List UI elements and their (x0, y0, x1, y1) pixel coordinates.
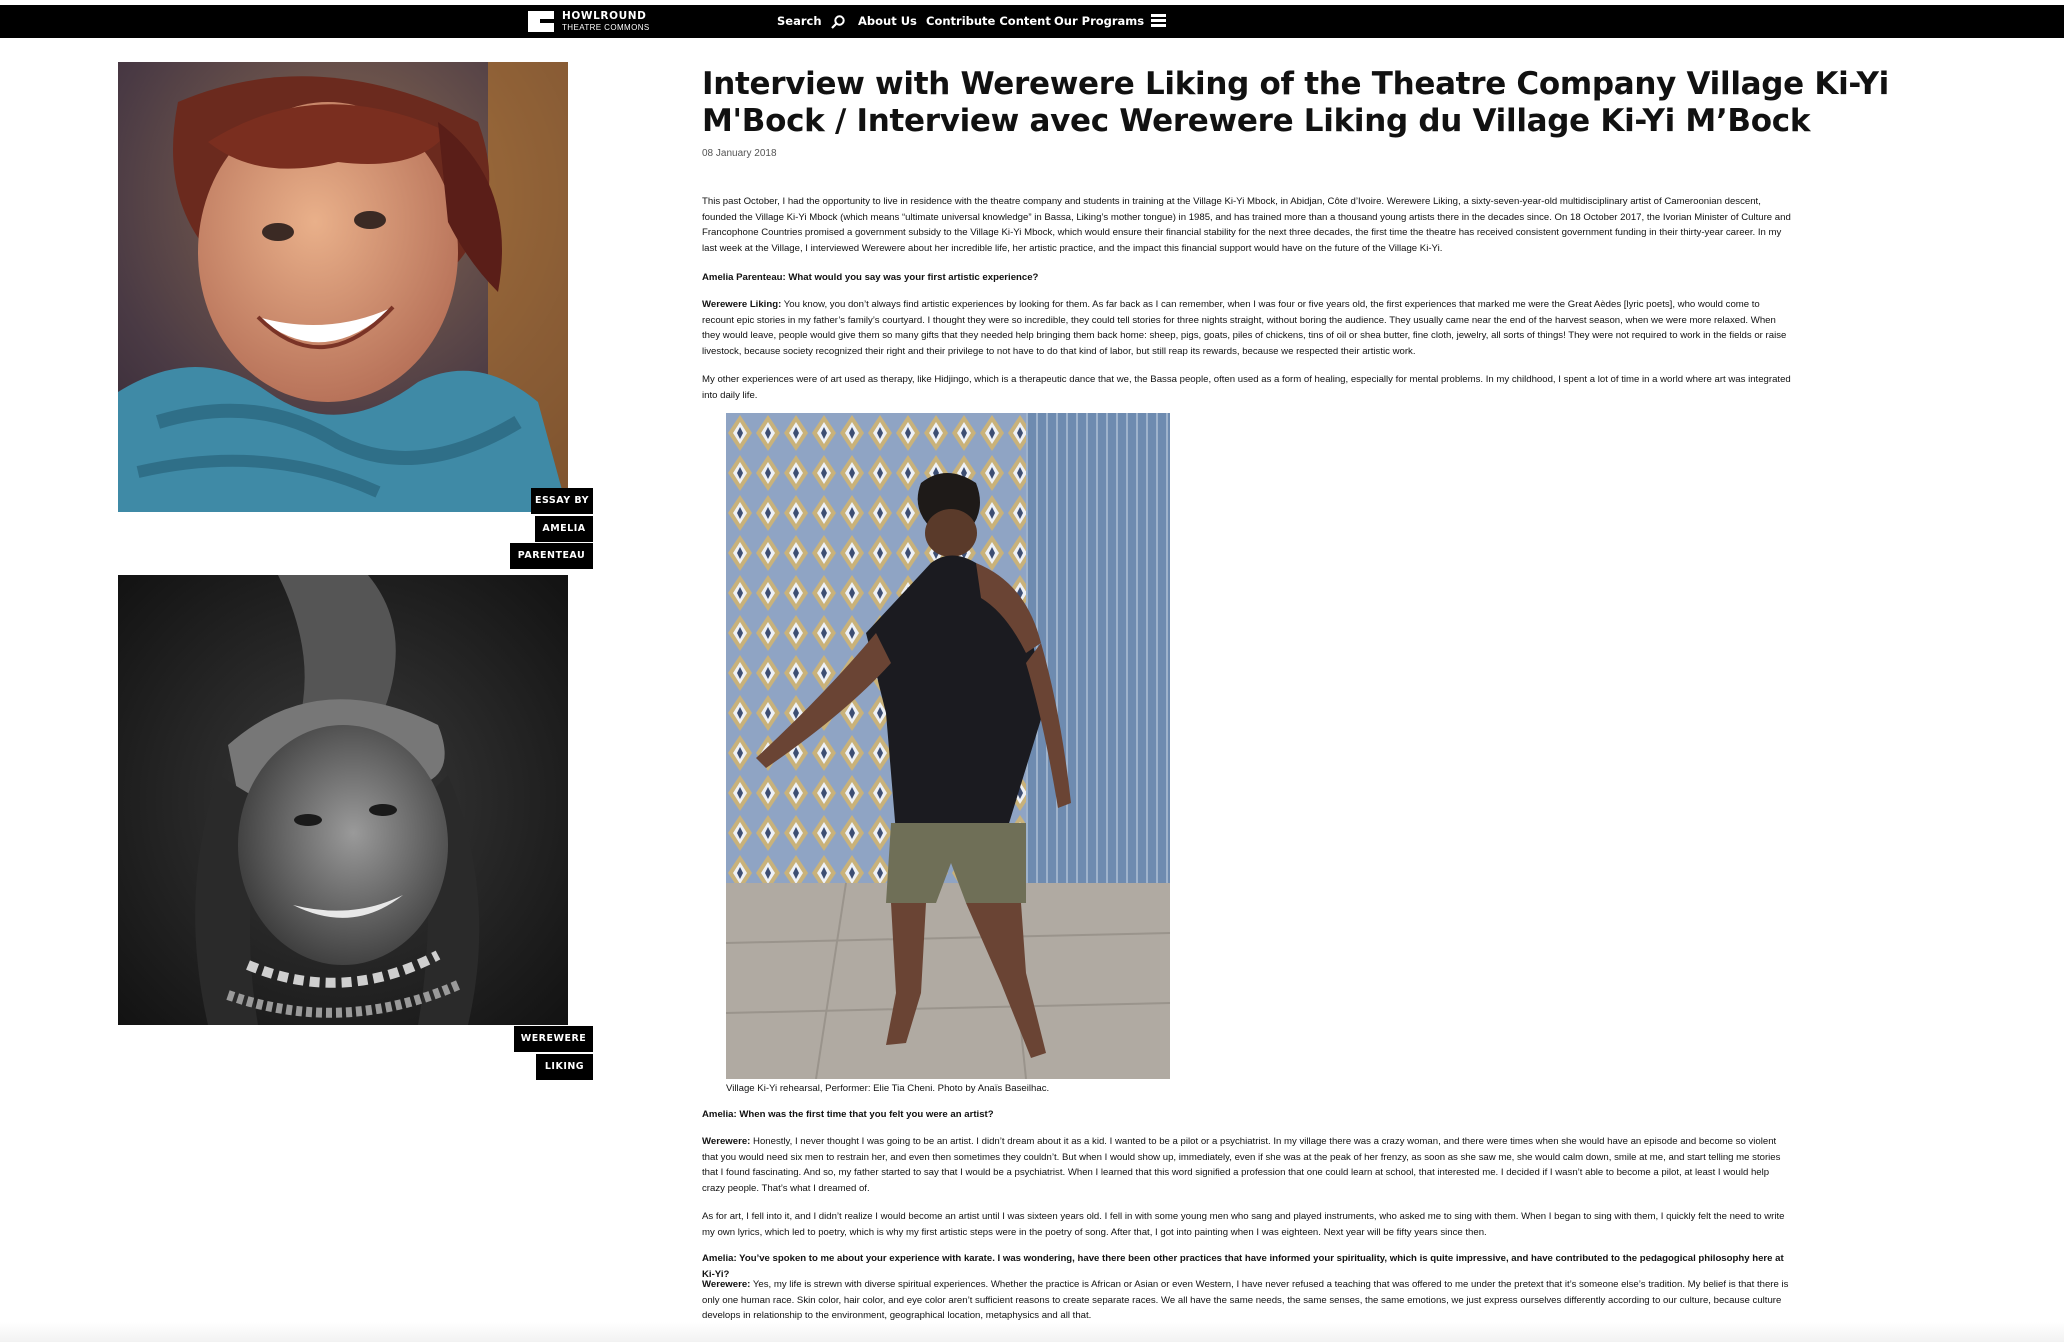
logo-line-1: HOWLROUND (562, 10, 647, 23)
nav-search-label: Search (777, 14, 822, 28)
answer-1 (702, 297, 1794, 359)
author-first-name-link[interactable]: AMELIA (535, 516, 593, 542)
rehearsal-photo (726, 413, 1170, 1079)
answer-3-text: Yes, my life is strewn with diverse spiritual experiences. Whether the practice is African or Asian or even Western, I have never refused a teaching that was offered to me under the pretext that it’s someone else’s tradition. My belief is that there is only one human race. Skin color, hair color, and eye color aren’t sufficient reasons to create separate races. We all have the same needs, the same senses, the same emotions, we just express ourselves differently according to our culture, because culture develops in relationship to the environment, geographical location, metaphysics and all that. (702, 1279, 1789, 1322)
logo-line-2: THEATRE COMMONS (562, 22, 650, 32)
answer-3-speaker: Werewere: (702, 1279, 751, 1290)
question-2: Amelia: When was the first time that you felt you were an artist? (702, 1109, 994, 1120)
answer-1-text: You know, you don’t always find artistic experiences by looking for them. As far back as I can remember, when I was four or five years old, the first experiences that marked me were the Great Aèdes [lyric poets], who would come to recount epic stories in my father’s family’s courtyard. I thought they were so incredible, they could tell stories for three nights straight, without boring the audience. They usually came near the end of the harvest season, when we were more relaxed. When they would leave, people would give them so many gifts that they needed help bringing them back home: sheep, pigs, goats, piles of chickens, tins of oil or shea butter, fine cloth, jewelry, all sorts of things! They were not required to work in the fields or raise livestock, because society recognized their right and their privilege to not have to do that kind of labor, but still reap its rewards, because we respected their artistic work. (702, 299, 1787, 357)
top-navigation-bar (0, 5, 2064, 38)
search-icon (831, 15, 845, 29)
author-last-name-link[interactable]: PARENTEAU (510, 543, 593, 569)
howlround-logo[interactable] (528, 9, 650, 34)
photo-caption: Village Ki-Yi rehearsal, Performer: Elie Tia Cheni. Photo by Anaïs Baseilhac. (726, 1083, 1050, 1094)
article-title: Interview with Werewere Liking of the Theatre Company Village Ki-Yi M'Bock / Interview avec Werewere Liking du Village Ki-Yi M’Bock (702, 66, 1889, 139)
paragraph-2: My other experiences were of art used as therapy, like Hidjingo, which is a therapeutic dance that we, the Bassa people, often used as a form of healing, especially for mental problems. In my childhood, I spent a lot of time in a world where art was integrated into daily life. (702, 374, 1791, 401)
question-3: Amelia: You’ve spoken to me about your experience with karate. I was wondering, have there been other practices that have informed your spirituality, which is quite impressive, and have contributed to the pedagogical philosophy here at Ki-Yi? (702, 1253, 1784, 1280)
bottom-fade (0, 1322, 2064, 1342)
nav-search-button[interactable] (777, 5, 845, 38)
howlround-logo-icon (528, 9, 556, 34)
subject-portrait (118, 575, 568, 1025)
nav-our-programs-link[interactable]: Our Programs (1054, 14, 1145, 28)
hamburger-menu-icon[interactable] (1151, 14, 1166, 28)
nav-about-us-link[interactable]: About Us (858, 14, 917, 28)
essay-by-label: ESSAY BY (531, 488, 593, 514)
question-1: Amelia Parenteau: What would you say was your first artistic experience? (702, 272, 1039, 283)
paragraph-3: As for art, I fell into it, and I didn’t realize I would become an artist until I was sixteen years old. I fell in with some young men who sang and played instruments, who asked me to sing with them. When I began to sing with them, I quickly felt the need to write my own lyrics, which led to poetry, which is why my first artistic steps were in the poetry of song. After that, I got into painting when I was eighteen. Next year will be fifty years since then. (702, 1211, 1785, 1238)
nav-contribute-content-link[interactable]: Contribute Content (926, 14, 1051, 28)
author-portrait (118, 62, 568, 512)
answer-2-speaker: Werewere: (702, 1136, 751, 1147)
subject-first-name-link[interactable]: WEREWERE (514, 1026, 593, 1052)
subject-last-name-link[interactable]: LIKING (536, 1054, 593, 1080)
answer-3 (702, 1277, 1794, 1324)
article-intro-paragraph: This past October, I had the opportunity to live in residence with the theatre company and students in training at the Village Ki-Yi Mbock, in Abidjan, Côte d’Ivoire. Werewere Liking, a sixty-seven-year-old multidisciplinary artist of Cameroonian descent, founded the Village Ki-Yi Mbock (which means “ultimate universal knowledge” in Bassa, Liking’s mother tongue) in 1985, and has trained more than a thousand young artists there in the decades since. On 18 October 2017, the Ivorian Minister of Culture and Francophone Countries promised a government subsidy to the Village Ki-Yi Mbock, which would ensure their financial stability for the next three decades, the first time the theatre has received consistent government funding in their thirty-year career. In my last week at the Village, I interviewed Werewere about her incredible life, her artistic practice, and the impact this financial support would have on the future of the Village Ki-Yi. (702, 196, 1791, 254)
answer-2 (702, 1134, 1794, 1196)
answer-1-speaker: Werewere Liking: (702, 299, 782, 310)
answer-2-text: Honestly, I never thought I was going to be an artist. I didn’t dream about it as a kid. I wanted to be a pilot or a psychiatrist. In my village there was a crazy woman, and there were times when she would have an episode and become so violent that you would need six men to restrain her, and even then sometimes they couldn’t. But when I would show up, immediately, even if she was at the peak of her frenzy, as soon as she saw me, she would calm down, smile at me, and start telling me stories that I found fascinating. And so, my father started to say that I would be a psychiatrist. When I learned that this word signified a profession that one could learn at school, that interested me. I decided if I wasn’t able to become a pilot, at least I would help crazy people. That’s what I dreamed of. (702, 1136, 1781, 1194)
article-date: 08 January 2018 (702, 148, 777, 159)
